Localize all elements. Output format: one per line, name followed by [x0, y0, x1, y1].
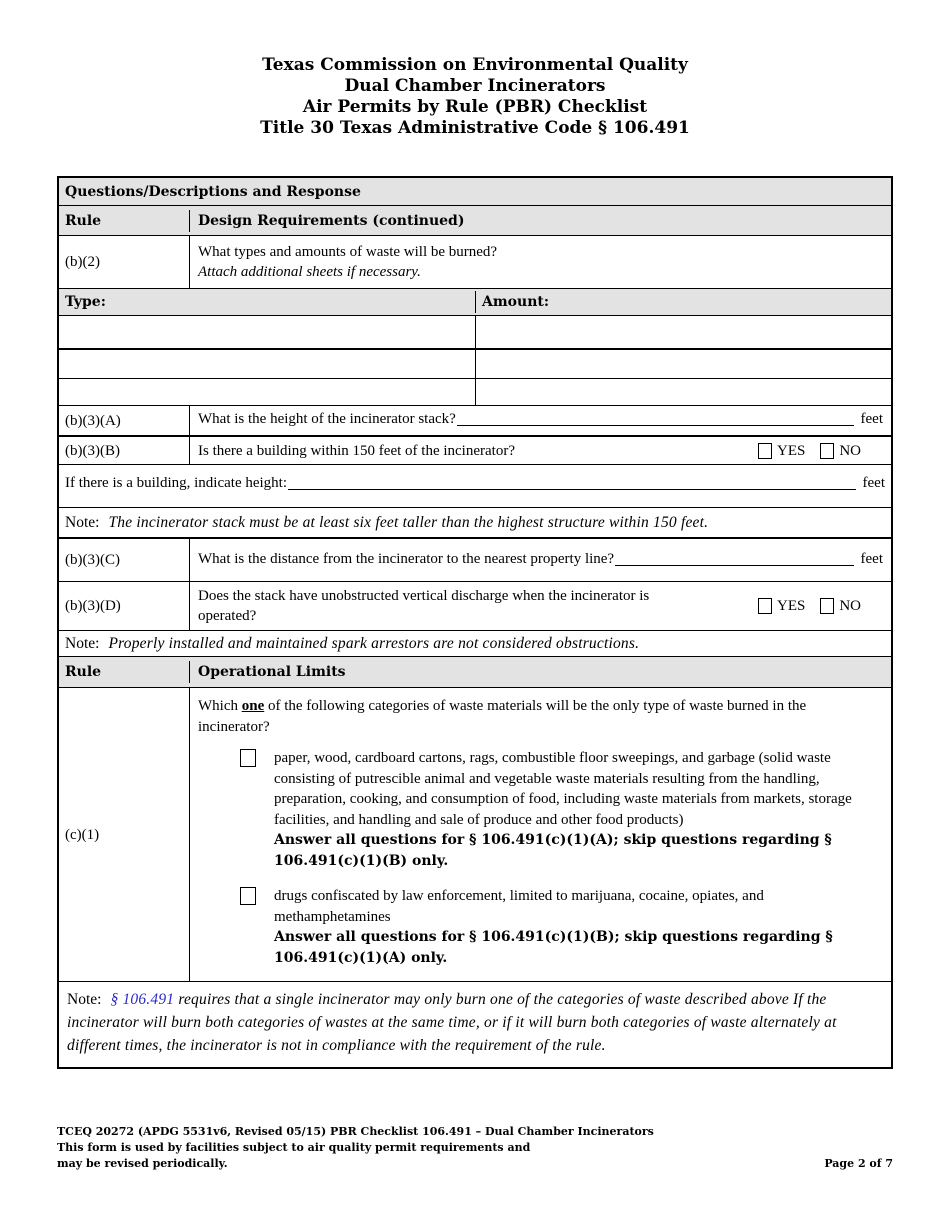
- title-line-1: Texas Commission on Environmental Quality: [262, 55, 688, 75]
- building-height-input-line[interactable]: [288, 476, 855, 490]
- design-requirements-title: Design Requirements (continued): [198, 212, 465, 229]
- yes-checkbox[interactable]: [758, 598, 772, 614]
- yes-label: YES: [776, 598, 806, 614]
- footer-line-2: This form is used by facilities subject to air quality permit requirements and: [57, 1141, 531, 1154]
- stack-height-input-line[interactable]: [457, 412, 854, 426]
- question-c1-text: Which one of the following categories of waste materials will be the only type of waste burned in the incinerator?: [198, 698, 807, 735]
- yes-checkbox[interactable]: [758, 443, 772, 459]
- note-spark: [59, 632, 891, 656]
- document-title: [0, 55, 950, 139]
- waste-category-option-b: [198, 886, 883, 969]
- rule-column-header: Rule: [59, 661, 190, 683]
- feet-label: feet: [860, 411, 883, 427]
- row-b3d: [59, 581, 891, 630]
- design-requirements-header-row: [59, 205, 891, 235]
- question-b3c: [190, 539, 891, 581]
- question-b3c-text: What is the distance from the incinerator to the nearest property line?: [198, 551, 615, 567]
- no-label: NO: [839, 598, 861, 614]
- note-spark-text: Properly installed and maintained spark arrestors are not considered obstructions.: [108, 634, 640, 652]
- yes-no-group-b3d: [758, 596, 861, 616]
- question-b2-note: Attach additional sheets if necessary.: [198, 264, 421, 280]
- building-height-question: [59, 470, 891, 503]
- operational-limits-title: Operational Limits: [198, 664, 346, 680]
- note-single-category: [59, 982, 891, 1067]
- footer-line-1: TCEQ 20272 (APDG 5531v6, Revised 05/15) PBR Checklist 106.491 – Dual Chamber Incinerators: [57, 1125, 654, 1138]
- option-a-text: paper, wood, cardboard cartons, rags, combustible floor sweepings, and garbage (solid waste consisting of putrescible animal and vegetable waste materials resulting from the handling, preparation, cooking, and consumption of food, including waste materials from markets, storage facilities, and handling and sale of produce and other food products): [274, 750, 852, 828]
- note-label: Note:: [65, 634, 100, 652]
- yes-no-group-b3b: [758, 441, 861, 461]
- waste-category-option-a: [198, 748, 883, 872]
- no-label: NO: [839, 442, 861, 459]
- question-b3d: [190, 582, 891, 630]
- option-b-instruction: Answer all questions for § 106.491(c)(1)(B); skip questions regarding § 106.491(c)(1)(A) only.: [274, 929, 833, 966]
- option-a-checkbox[interactable]: [240, 749, 256, 767]
- operational-limits-header-row: [59, 656, 891, 687]
- checklist-table: [57, 176, 893, 1069]
- option-b-checkbox[interactable]: [240, 887, 256, 905]
- note-label: Note:: [65, 513, 100, 531]
- question-b2: [190, 236, 891, 288]
- waste-type-cell[interactable]: [59, 316, 476, 348]
- rule-label-b2: (b)(2): [59, 236, 190, 288]
- row-b2: [59, 235, 891, 288]
- rule-label-b3b: (b)(3)(B): [59, 437, 190, 464]
- page-footer: [57, 1124, 893, 1172]
- title-line-4: Title 30 Texas Administrative Code § 106.491: [260, 118, 690, 138]
- note-stack-text: The incinerator stack must be at least six feet taller than the highest structure within 150 feet.: [108, 513, 709, 531]
- question-b3b: [190, 437, 891, 464]
- rule-label-c1: (c)(1): [59, 688, 190, 981]
- waste-table-header-row: [59, 288, 891, 315]
- waste-row-1: [59, 315, 891, 348]
- option-b-text: drugs confiscated by law enforcement, limited to marijuana, cocaine, opiates, and methamphetamines: [274, 888, 764, 925]
- waste-amount-cell[interactable]: [476, 316, 891, 348]
- waste-type-cell[interactable]: [59, 350, 476, 378]
- note-single-category-text: requires that a single incinerator may only burn one of the categories of waste described above If the incinerator will burn both categories of wastes at the same time, or if it will burn both categories of waste alternately at different times, the incinerator is not in compliance with the requirement of the rule.: [67, 991, 837, 1054]
- row-note-spark: [59, 630, 891, 656]
- feet-label: feet: [860, 551, 883, 567]
- yes-label: YES: [776, 442, 806, 459]
- one-emphasis: one: [241, 698, 265, 714]
- title-line-3: Air Permits by Rule (PBR) Checklist: [302, 97, 648, 117]
- page-number: Page 2 of 7: [824, 1157, 893, 1170]
- waste-row-2: [59, 348, 891, 378]
- rule-label-b3c: (b)(3)(C): [59, 539, 190, 581]
- title-line-2: Dual Chamber Incinerators: [344, 76, 606, 96]
- row-b3a: [59, 405, 891, 435]
- row-note-single-category: [59, 981, 891, 1067]
- table-section-header-row: [59, 178, 891, 205]
- rule-label-b3a: (b)(3)(A): [59, 406, 190, 435]
- option-b-checkbox-col: [240, 886, 274, 969]
- question-b3a: [190, 406, 891, 435]
- row-c1: [59, 687, 891, 981]
- no-checkbox[interactable]: [820, 443, 834, 459]
- waste-row-3: [59, 378, 891, 405]
- footer-line-3: may be revised periodically.: [57, 1157, 228, 1170]
- waste-type-cell[interactable]: [59, 379, 476, 405]
- property-line-distance-input-line[interactable]: [615, 552, 853, 566]
- rule-label-b3d: (b)(3)(D): [59, 582, 190, 630]
- question-b3a-text: What is the height of the incinerator stack?: [198, 411, 456, 427]
- section-header: Questions/Descriptions and Response: [65, 183, 361, 200]
- rule-column-header: Rule: [59, 210, 190, 232]
- option-a-instruction: Answer all questions for § 106.491(c)(1)(A); skip questions regarding § 106.491(c)(1)(B) only.: [274, 832, 832, 869]
- row-b3c: [59, 537, 891, 581]
- question-b2-text: What types and amounts of waste will be burned?: [198, 244, 498, 260]
- waste-amount-cell[interactable]: [476, 379, 891, 405]
- option-a-checkbox-col: [240, 748, 274, 872]
- waste-type-header: Type:: [59, 291, 476, 313]
- row-b3b: [59, 435, 891, 464]
- waste-amount-header: Amount:: [482, 294, 550, 310]
- building-height-text: If there is a building, indicate height:: [65, 474, 288, 491]
- row-building-height: [59, 464, 891, 507]
- option-a-body: [274, 748, 883, 872]
- rule-link[interactable]: § 106.491: [110, 991, 175, 1008]
- option-b-body: [274, 886, 883, 969]
- no-checkbox[interactable]: [820, 598, 834, 614]
- waste-amount-cell[interactable]: [476, 350, 891, 378]
- question-b3b-text: Is there a building within 150 feet of the incinerator?: [198, 442, 515, 459]
- note-stack: [59, 511, 891, 535]
- question-b3d-text: Does the stack have unobstructed vertical discharge when the incinerator is operated?: [198, 588, 650, 624]
- feet-label: feet: [862, 474, 885, 491]
- row-note-stack: [59, 507, 891, 537]
- note-label: Note:: [67, 991, 102, 1008]
- question-c1: [190, 688, 891, 981]
